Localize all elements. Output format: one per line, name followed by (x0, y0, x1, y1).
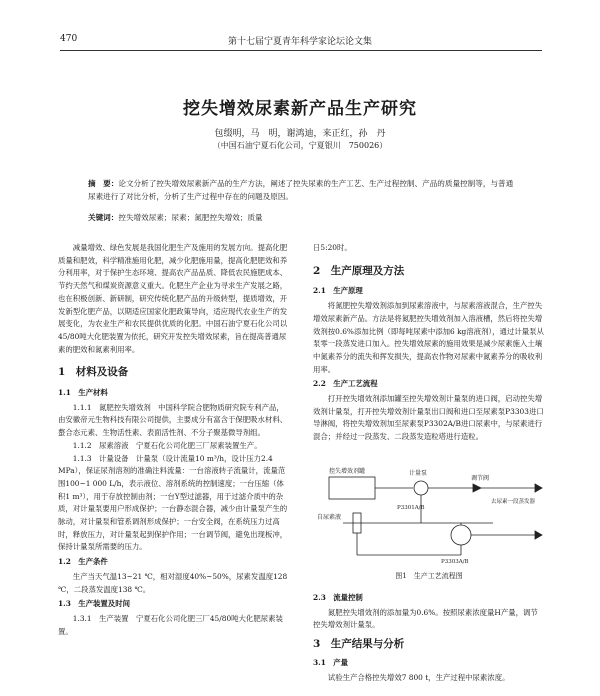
intro-paragraph: 减量增效、绿色发展是我国化肥生产及施用的发展方向。提高化肥质量和肥效，科学精准施用化肥，减少化肥施用量，提高化肥肥效和养分利用率，对于保护生态环境、提高农产品品质、降低农民施肥成本、节约天然气和煤炭资源意义重大。化肥生产企业为寻求生产发展之路，也在积极创新、新研制，研究传统化肥产品的升级转型，提质增效，开发新型化肥产品，以期适应国家化肥政策导向，适应现代农业生产的发展变化，为农业生产和农民提供优质的化肥。中国石油宁夏石化公司以45/80吨大化肥装置为依托，研究开发控失增效尿素，旨在提高普通尿素的肥效和氮素利用率。 (58, 243, 288, 354)
diagram-valve-label: 调节阀 (471, 475, 490, 482)
right-column-bottom (313, 590, 545, 684)
diagram-pump1-label: P3301A/B (397, 505, 425, 511)
abstract-text: 论文分析了控失增效尿素新产品的生产方法，阐述了控失尿素的生产工艺、生产过程控制、产品的质量控制等，与普通尿素进行了对比分析，分析了生产过程中存在的问题及原因。 (88, 179, 514, 201)
diagram-pump2-label: P3303A/B (441, 559, 469, 565)
section-1-1-1: 1.1.1 氮肥控失增效剂 中国科学院合肥物质研究院专利产品，由安徽帝元生物科技有限公司提供，主要成分有富含于保肥吸水材料、螯合态元素、生物活性素、表面活性剂、不分子聚基微导剂组。 (58, 402, 288, 438)
diagram-meter-label: 计量泵 (409, 470, 428, 477)
section-3-heading: 3 生产结果与分析 (313, 638, 405, 651)
keywords (88, 212, 518, 225)
section-1-3-1: 1.3.1 生产装置 宁夏石化公司化肥三厂45/80吨大化肥尿素装置。 (58, 613, 283, 636)
section-1-2: 生产当天气温13~21 ℃，相对湿度40%~50%，尿素发温度128 ℃，二段蒸发温度138 ℃。 (58, 571, 288, 594)
figure-caption: 图1 生产工艺流程图 (395, 572, 463, 580)
diagram-inlet-label: 自尿素液 (317, 514, 342, 521)
section-1-heading: 1 材料及设备 (58, 366, 129, 379)
additive-tank-shape (329, 477, 375, 499)
section-2-1-heading: 2.1 生产原理 (313, 286, 363, 296)
section-1-1-2: 1.1.2 尿素溶液 宁夏石化公司化肥三厂尿素装置生产。 (72, 440, 262, 450)
abstract (88, 178, 518, 203)
urea-pump-shape (451, 525, 471, 545)
continued-line: 日5:20时。 (313, 243, 352, 252)
section-2-heading: 2 生产原理及方法 (313, 264, 405, 277)
section-2-3: 氮肥控失增效剂的添加量为0.6%。按照尿素浓度量H产量，调节控失增效剂计量泵。 (313, 607, 538, 630)
section-1-3-heading: 1.3 生产装置及时间 (58, 599, 130, 609)
left-column (58, 242, 290, 638)
paper-title: 挖失增效尿素新产品生产研究 (183, 99, 417, 119)
process-flow-svg (313, 463, 545, 567)
affiliation: （中国石油宁夏石化公司，宁夏银川 750026） (212, 141, 388, 150)
section-2-2-heading: 2.2 生产工艺流程 (313, 379, 378, 389)
section-3-1: 试验生产合格控失增效7 800 t，生产过程中尿素浓度。 (327, 672, 510, 682)
authors: 包缀明，马 明，谢鸿迪，来正红，孙 丹 (214, 129, 386, 139)
section-2-2: 打开控失增效剂添加罐至控失增效剂计量泵的进口阀，启动控失增效剂计量泵，打开控失增效剂计量泵出口阀和进口至尿素泵P3303进口导淋阀，将控失增效剂加至尿素泵P3302A/B进口尿素中，与尿素进行混合；并经过一段蒸发、二段蒸发造粒塔进行造粒。 (313, 394, 544, 442)
keywords-text: 控失增效尿素；尿素；氮肥控失增效；质量 (118, 213, 263, 222)
running-title: 第十七届宁夏青年科学家论坛论文集 (227, 37, 372, 47)
section-1-1-heading: 1.1 生产材料 (58, 388, 108, 398)
abstract-label: 摘 要： (88, 179, 119, 188)
process-flow-diagram (313, 463, 545, 581)
page-number: 470 (60, 34, 78, 44)
section-2-1: 将氮肥控失增效剂添加到尿素溶液中，与尿素溶液混合，生产控失增效尿素新产品。方法是将氮肥控失增效剂加入溶液槽，然后将控失增效剂按0.6%添加比例（即每吨尿素中添加6 kg溶液剂），通过计量泵从泵零一段蒸发进口加入。控失增效尿素的施用效果是减少尿素施入土壤中氮素养分的流失和挥发损失，提高农作物对尿素中氮素养分的吸收利用率。 (313, 301, 544, 374)
header-rule (60, 50, 542, 51)
section-1-2-heading: 1.2 生产条件 (58, 557, 108, 567)
diagram-outlet-label: 去尿素一段蒸发器 (491, 499, 536, 505)
metering-pump-shape (414, 481, 428, 495)
diagram-tank-label: 控失增效剂罐 (329, 468, 366, 475)
keywords-label: 关键词： (88, 213, 119, 222)
right-column-top (313, 242, 545, 444)
section-1-1-3: 1.1.3 计量设备 计量泵（设计流量10 m³/h，设计压力2.4 MPa），保证尿剂溶剂的准确注料流量：一台溶液转子流量计，流量范围100~1 000 L/h，表示液位、溶剂系统的控制速度；一台压缩（体积1 m³），用于存放控制由剂；一台Y型过滤器，用于过滤介质中的杂质，对计量泵要用户形成保护；一台静态混合器，减少由计量泵产生的脉动，对计量泵和管系调剂形成保护；一台安全阀，在系统压力过高时，释放压力，对计量泵起到保护作用；一台调节阀，避免出现板冲，保持计量泵所需要的压力。 (58, 453, 288, 552)
section-2-3-heading: 2.3 流量控制 (313, 593, 363, 602)
section-3-1-heading: 3.1 产量 (313, 657, 349, 667)
